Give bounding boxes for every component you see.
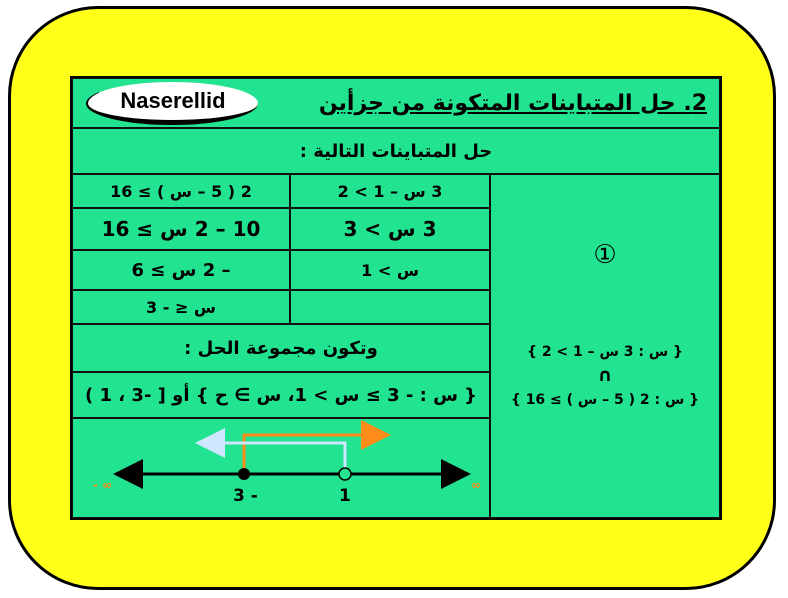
number-line-row (72, 418, 490, 518)
solution-label: وتكون مجموعة الحل : (184, 337, 378, 359)
closed-point (238, 468, 250, 480)
lesson-board (70, 76, 722, 520)
right-infinity: ∞ (471, 478, 481, 492)
intersection-symbol: ∩ (597, 365, 613, 386)
step-left-2-text: 10 – 2 س ≥ 16 (101, 217, 261, 241)
step-right-2 (290, 208, 490, 250)
step-right-1 (290, 174, 490, 208)
instruction-text: حل المتباينات التالية : (299, 140, 493, 162)
problem-panel (490, 174, 720, 518)
orange-ray (244, 435, 385, 471)
step-left-4-text: س ≤ - 3 (146, 297, 216, 317)
problem-number: ① (593, 240, 617, 270)
set-b: { س : 2 ( 5 – س ) ≥ 16 } (510, 392, 700, 408)
step-right-2-text: 3 س > 3 (343, 217, 437, 241)
number-line (73, 419, 489, 517)
step-left-3-text: – 2 س ≥ 6 (131, 259, 231, 281)
step-left-2 (72, 208, 290, 250)
label-minus-three: 3 - (233, 486, 258, 506)
step-left-1 (72, 174, 290, 208)
left-infinity: - ∞ (93, 478, 113, 492)
step-right-1-text: 3 س – 1 > 2 (337, 181, 443, 201)
step-left-3 (72, 250, 290, 290)
lesson-title: 2. حل المتباينات المتكونة من جزأين (318, 90, 707, 116)
logo: Naserellid (86, 82, 258, 125)
solution-set-row (72, 372, 490, 418)
set-a: { س : 3 س – 1 > 2 } (526, 344, 684, 360)
open-point (339, 468, 351, 480)
solution-label-row (72, 324, 490, 372)
instruction-row (72, 128, 720, 174)
step-left-4 (72, 290, 290, 324)
blue-ray (201, 443, 345, 471)
step-right-3-text: س > 1 (361, 260, 419, 280)
step-right-3 (290, 250, 490, 290)
step-right-4 (290, 290, 490, 324)
solution-set: { س : - 3 ≥ س > 1، س ∋ ح } أو [ -3 ، 1 ) (85, 384, 477, 406)
label-one: 1 (339, 486, 351, 506)
step-left-1-text: 2 ( 5 – س ) ≥ 16 (110, 181, 252, 201)
